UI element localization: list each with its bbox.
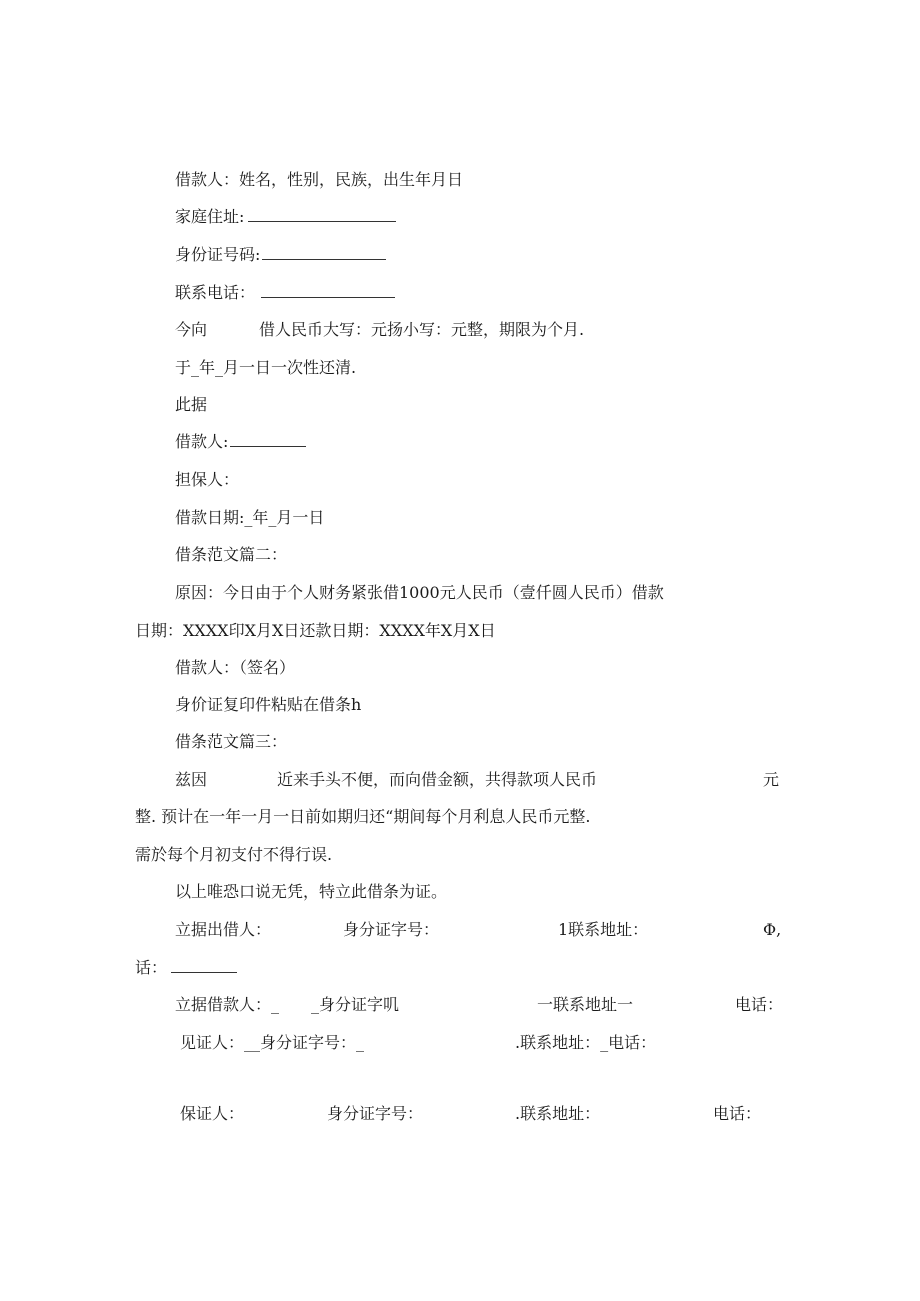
guarantor3-id-label: 身分证字号： (327, 1104, 424, 1123)
form3-line1-a: 兹因 (175, 770, 208, 789)
id-number-label: 身份证号码: (175, 245, 261, 264)
guarantor3-phone-label: 电话： (713, 1104, 762, 1123)
reason-line2: 日期：XXXX印X月X日还款日期：XXXX年X月X日 (135, 621, 496, 640)
id-number-row (175, 245, 386, 265)
form2-heading: 借条范文篇二： (175, 545, 288, 564)
form3-line2: 整. 预计在一年一月一日前如期归还“期间每个月利息人民币元整. (135, 807, 591, 826)
phone-row (175, 283, 395, 303)
reason-line1: 原因：今日由于个人财务紧张借1000元人民币（壹仟圆人民币）借款 (175, 583, 664, 602)
loan-today-prefix: 今向 (175, 320, 208, 339)
borrower-info: 借款人：姓名，性别，民族，出生年月日 (175, 170, 464, 189)
borrower-id-label: _身分证字叽 (311, 995, 400, 1014)
repay-text: 于_年_月一日一次性还清. (175, 358, 357, 377)
home-address-blank (248, 207, 396, 222)
evidence-text: 此据 (175, 395, 208, 414)
form3-line4: 以上唯恐口说无凭，特立此借条为证。 (175, 882, 448, 901)
lender-phone-label: 话： (135, 958, 168, 977)
form3-line1-b: 近来手头不便，而向借金额，共得款项人民币 (277, 770, 598, 789)
borrower-phone-label: 电话： (735, 995, 784, 1014)
lender-phone-row (135, 958, 237, 978)
borrower-address-label: 一联系地址一 (537, 995, 634, 1014)
borrower-sign-blank (230, 432, 306, 447)
borrower-signature: 借款人：（签名） (175, 658, 296, 677)
borrower-sign-label: 借款人: (175, 432, 229, 451)
loan-today-text: 借人民币大写：元扬小写：元整，期限为个月. (259, 320, 585, 339)
lender-address-label: 1联系地址： (558, 920, 649, 939)
form3-line3: 需於每个月初支付不得行误. (135, 845, 333, 864)
home-address-label: 家庭住址: (175, 207, 245, 226)
loan-date: 借款日期:_年_月一日 (175, 508, 325, 527)
guarantor3-label: 保证人： (180, 1104, 245, 1123)
form3-heading: 借条范文篇三： (175, 732, 288, 751)
borrower-label: 立据借款人：_ (175, 995, 280, 1014)
form3-line1-c: 元 (763, 770, 780, 789)
guarantor-label: 担保人： (175, 470, 240, 489)
id-copy-note: 身价证复印件粘贴在借条h (175, 695, 362, 714)
lender-label: 立据出借人： (175, 920, 272, 939)
home-address-row (175, 207, 396, 227)
borrower-sign-row (175, 432, 306, 452)
phone-label: 联系电话： (175, 283, 256, 302)
lender-id-label: 身分证字号： (343, 920, 440, 939)
witness-address-label: .联系地址：_电话： (515, 1033, 657, 1052)
witness-label: 见证人：__身分证字号：_ (180, 1033, 365, 1052)
id-number-blank (262, 245, 386, 260)
guarantor3-address-label: .联系地址： (515, 1104, 601, 1123)
lender-phone-prefix: Φ, (763, 920, 782, 939)
lender-phone-blank (171, 958, 237, 973)
phone-blank (261, 283, 395, 298)
